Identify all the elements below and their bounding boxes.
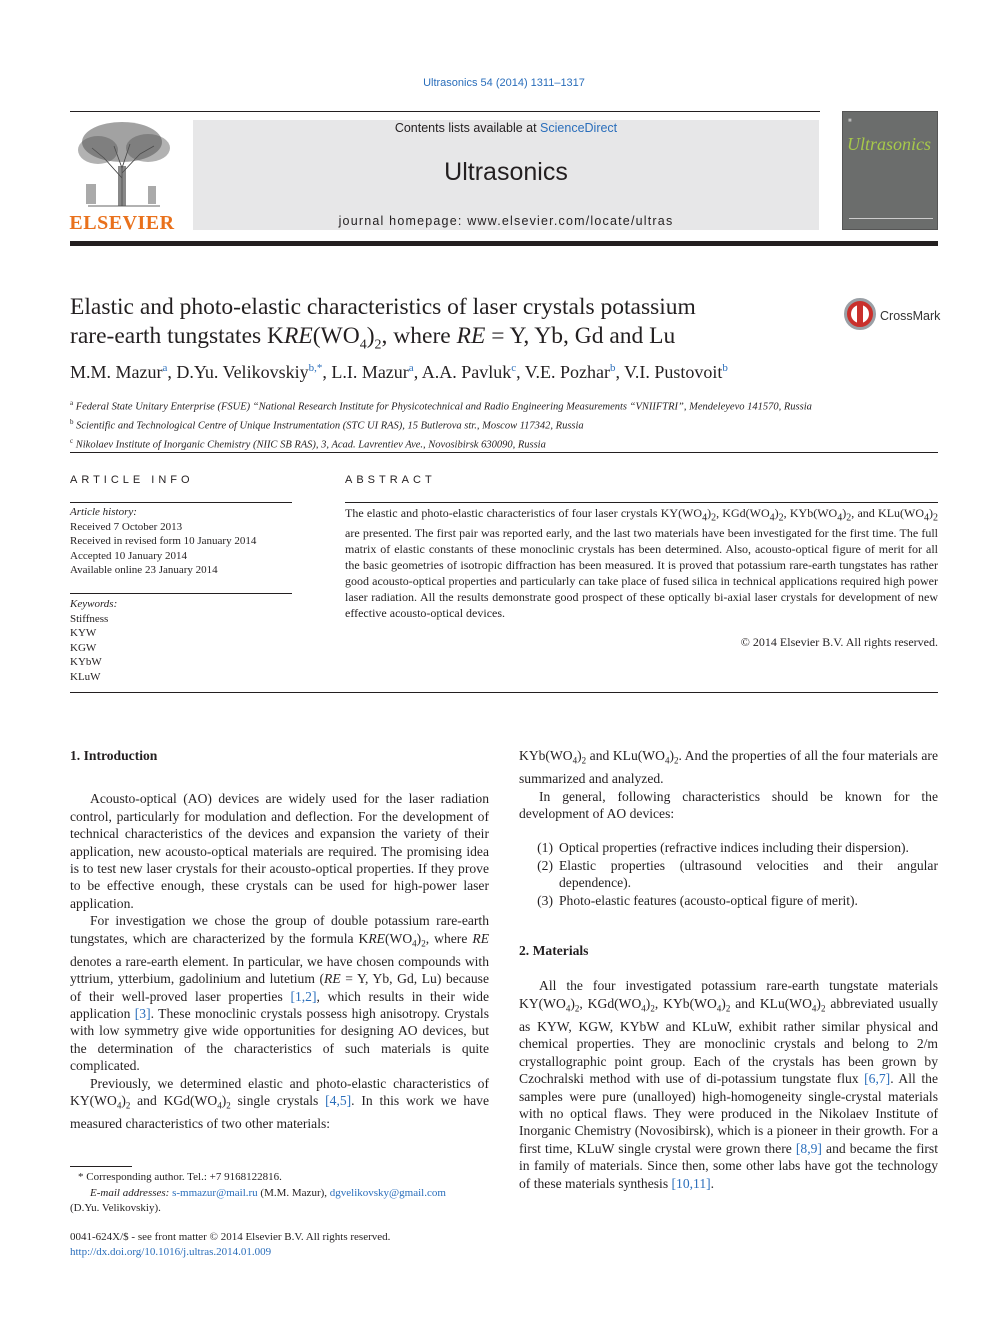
journal-cover-thumbnail[interactable] bbox=[842, 111, 938, 230]
affiliation bbox=[70, 434, 938, 453]
list-text: Elastic properties (ultrasound velocities and their angular dependence). bbox=[559, 857, 938, 891]
author-affil-sup[interactable]: a bbox=[162, 362, 168, 374]
materials-text: . bbox=[710, 1175, 715, 1191]
author-affil-sup[interactable]: a bbox=[408, 362, 414, 374]
header-top-rule bbox=[70, 111, 820, 112]
keyword: KYW bbox=[70, 627, 97, 639]
materials-text: . All the samples were pure (unalloyed) high-homogeneity single-crystal materials with no optical flaws. They were produced in the Nikolaev Institute of Inorganic Chemistry (Novosibirsk), which is a pioneer in their growth. For a first time, KLuW single crystal were grown there bbox=[519, 1071, 938, 1156]
crossmark-icon-bar bbox=[857, 302, 863, 326]
email-owner: (D.Yu. Velikovskiy). bbox=[70, 1202, 161, 1214]
elsevier-logo[interactable] bbox=[68, 118, 176, 236]
abstract-bottom-rule bbox=[70, 692, 938, 693]
journal-banner bbox=[193, 120, 819, 230]
affiliations bbox=[70, 396, 938, 453]
doi-link[interactable]: http://dx.doi.org/10.1016/j.ultras.2014.01.009 bbox=[70, 1246, 272, 1258]
affiliation-text: Scientific and Technological Centre of Unique Instrumentation (STC UI RAS), 15 Butlerova str., Moscow 117342, Russia bbox=[76, 420, 584, 432]
history-item: Received 7 October 2013 bbox=[70, 520, 183, 533]
affiliation-sup: a bbox=[70, 399, 74, 407]
affiliations-rule bbox=[70, 452, 938, 453]
list-number: (2) bbox=[537, 857, 553, 873]
right-paragraph-1: $KYb(WO_4)_2$ and $KLu(WO_4)_2$. And the properties of all the four materials are summarized and analyzed. bbox=[519, 748, 938, 787]
affiliation bbox=[70, 396, 938, 415]
introduction-heading: 1. Introduction bbox=[70, 748, 158, 763]
article-history bbox=[70, 505, 292, 578]
author-list: M.M. Mazur$^a$, D.Yu. Velikovskiy$^{b,*}$, L.I. Mazur$^a$, A.A. Pavluk$^c$, V.E. Pozhar$^b$, V.I. Pustovoit$^b$ bbox=[70, 362, 728, 382]
history-item: Accepted 10 January 2014 bbox=[70, 549, 187, 562]
elsevier-tree-icon bbox=[68, 118, 176, 210]
cover-footer-line bbox=[849, 218, 933, 219]
publication-notes bbox=[70, 1230, 490, 1260]
keywords-rule bbox=[70, 593, 292, 594]
keyword: KGW bbox=[70, 641, 97, 654]
author-affil-sup[interactable]: b bbox=[722, 362, 728, 374]
author-affil-sup[interactable]: b,* bbox=[308, 362, 323, 374]
list-item bbox=[519, 839, 938, 856]
article-info-heading: ARTICLE INFO bbox=[70, 474, 194, 486]
list-text: Photo-elastic features (acousto-optical figure of merit). bbox=[559, 892, 858, 908]
materials-paragraph: All the four investigated potassium rare-earth tungstate materials $KY(WO_4)_2$, $KGd(WO_4)_2$, $KYb(WO_4)_2$ and $KLu(WO_4)_2$ abbreviated usually as KYW, KGW, KYbW and KLuW, exhibit rather similar physical and chemical properties. They are monoclinic crystals and belong to 2/m crystallographic point group. Each of the crystals has been grown by Czochralski method with use of di-potassium tungstate flux [6,7]. All the samples were pure (unalloyed) high-homogeneity single-crystal materials with no optical flaws. They were produced in the Nikolaev Institute of Inorganic Chemistry (Novosibirsk), which is a pioneer in their growth. For a first time, KLuW single crystal were grown there [8,9] and became the first in family of materials. Since then, some other labs have got the technology of these materials synthesis [10,11]. bbox=[519, 978, 939, 1191]
copyright-notice: © 2014 Elsevier B.V. All rights reserved. bbox=[740, 635, 938, 649]
title-line-1: Elastic and photo-elastic characteristics of laser crystals potassium bbox=[70, 294, 696, 320]
author-affil-sup[interactable]: c bbox=[511, 362, 517, 374]
abstract-text: The elastic and photo-elastic characteristics of four laser crystals $KY(WO_4)_2$, $KGd(WO_4)_2$, $KYb(WO_4)_2$, and $KLu(WO_4)_2$ are presented. The first pair was reported early, and the last two materials have been investigated for the first time. The full matrix of elastic constants of these monoclinic crystals has been determined. Also, acousto-optical figure of merit for all the basic geometries of isotropic diffraction has been measured. It is proved that potassium rare-earth tungstates has rather good acousto-optical properties and particularly can take place of fused silica in technical applications required high power laser radiation. All the results demonstrate good prospect of these optically bi-axial laser crystals for development of new effective acousto-optical devices. bbox=[345, 506, 939, 620]
history-label: Article history: bbox=[70, 506, 137, 518]
abstract-rule bbox=[345, 502, 938, 503]
email-note bbox=[70, 1186, 490, 1202]
title-line-2: rare-earth tungstates $KRE(WO_4)_2$, where RE = Y, Yb, Gd and Lu bbox=[70, 323, 676, 353]
keyword: KLuW bbox=[70, 670, 101, 683]
list-number: (1) bbox=[537, 840, 553, 856]
sciencedirect-link[interactable]: ScienceDirect bbox=[540, 121, 618, 135]
footnote-rule bbox=[70, 1166, 132, 1167]
reference-link[interactable]: [4,5] bbox=[325, 1093, 352, 1109]
list-item bbox=[519, 892, 938, 909]
intro-paragraph-1: Acousto-optical (AO) devices are widely used for the laser radiation control, particularly for modulation and deflection. For the development of technical characteristics of the devices and expansion the variety of their application, new acousto-optical materials are required. The promising idea is to test new laser crystals for their acousto-optical properties. If they prove to be effective enough, these crystals can be used for high-power laser application. bbox=[70, 791, 489, 911]
reference-link[interactable]: [3] bbox=[134, 1006, 151, 1021]
affiliation bbox=[70, 415, 938, 434]
reference-link[interactable]: [8,9] bbox=[795, 1140, 822, 1156]
keyword: Stiffness bbox=[70, 612, 109, 625]
reference-link[interactable]: [10,11] bbox=[671, 1175, 711, 1191]
journal-citation[interactable]: Ultrasonics 54 (2014) 1311–1317 bbox=[423, 77, 585, 89]
keywords bbox=[70, 597, 292, 684]
intro-paragraph-2: For investigation we chose the group of double potassium rare-earth tungstates, which are characterized by the formula $KRE(WO_4)_2$, where RE denotes a rare-earth element. In particular, we have chosen compounds with yttrium, ytterbium, gadolinium and lutetium (RE = Y, Yb, Gd, Lu) because of their well-proved laser properties [1,2], which results in their wide application [3]. These monoclinic crystals possess high anisotropy. Crystals with low symmetry give wide opportunities for designing AO devices, but the determination of the characteristics of such materials is quite complicated. bbox=[70, 913, 490, 1074]
abstract-heading: ABSTRACT bbox=[345, 474, 436, 486]
contents-prefix: Contents lists available at bbox=[394, 121, 541, 135]
journal-name[interactable]: Ultrasonics bbox=[444, 158, 568, 186]
author[interactable]: D.Yu. Velikovskiy bbox=[176, 362, 309, 382]
affiliation-sup: b bbox=[70, 418, 74, 426]
email-link[interactable]: dgvelikovsky@gmail.com bbox=[329, 1186, 446, 1199]
article-info-rule bbox=[70, 502, 292, 503]
author[interactable]: L.I. Mazur bbox=[331, 362, 409, 382]
author[interactable]: A.A. Pavluk bbox=[421, 362, 512, 382]
article-title bbox=[70, 293, 830, 360]
crossmark-label: CrossMark bbox=[880, 309, 941, 323]
footnotes bbox=[70, 1170, 490, 1217]
cover-publisher-mark: ■ bbox=[848, 118, 852, 124]
materials-text: and became the first in family of materials. Since then, some other labs have got the technology of these materials synthesis bbox=[519, 1140, 939, 1191]
list-text: Optical properties (refractive indices including their dispersion). bbox=[559, 840, 909, 856]
history-item: Available online 23 January 2014 bbox=[70, 564, 218, 576]
reference-link[interactable]: [6,7] bbox=[864, 1071, 891, 1087]
email-label: E-mail addresses: bbox=[90, 1186, 170, 1199]
journal-homepage[interactable]: journal homepage: www.elsevier.com/locate/ultras bbox=[338, 214, 674, 228]
affiliation-text: Federal State Unitary Enterprise (FSUE) “National Research Institute for Physicotechnical and Radio Engineering Measurements “VNIIFTRI”, Mendeleyevo 141570, Russia bbox=[75, 401, 812, 413]
author-affil-sup[interactable]: b bbox=[609, 362, 616, 374]
crossmark-badge[interactable] bbox=[842, 296, 942, 336]
author[interactable]: M.M. Mazur bbox=[70, 362, 163, 382]
cover-title: Ultrasonics bbox=[847, 134, 932, 154]
intro-paragraph-3: Previously, we determined elastic and photo-elastic characteristics of $KY(WO_4)_2$ and $KGd(WO_4)_2$ single crystals [4,5]. In this work we have measured characteristics of two other materials: bbox=[70, 1075, 489, 1132]
keywords-label: Keywords: bbox=[70, 598, 118, 610]
elsevier-wordmark: ELSEVIER bbox=[69, 212, 175, 234]
materials-heading: 2. Materials bbox=[519, 942, 589, 958]
affiliation-sup: c bbox=[70, 437, 74, 445]
affiliation-text: Nikolaev Institute of Inorganic Chemistry (NIIC SB RAS), 3, Acad. Lavrentiev Ave., Novosibirsk 630090, Russia bbox=[75, 439, 546, 451]
author[interactable]: V.I. Pustovoit bbox=[624, 362, 723, 382]
list-item bbox=[519, 857, 938, 892]
intro-paragraph-3-tail: . In this work we have measured characteristics of two other materials: bbox=[70, 1093, 489, 1132]
corresponding-author-note: * Corresponding author. Tel.: +7 9168122816. bbox=[78, 1171, 282, 1183]
keyword: KYbW bbox=[70, 656, 102, 668]
left-column bbox=[70, 747, 489, 1133]
right-column bbox=[519, 747, 938, 1192]
email-owner: (M.M. Mazur), bbox=[260, 1186, 328, 1199]
reference-link[interactable]: [1,2] bbox=[290, 988, 317, 1004]
email-link[interactable]: s-mmazur@mail.ru bbox=[172, 1186, 258, 1199]
header-thick-rule bbox=[70, 241, 938, 246]
right-paragraph-2: In general, following characteristics should be known for the development of AO devices: bbox=[519, 788, 938, 821]
contents-line bbox=[193, 121, 819, 135]
list-number: (3) bbox=[537, 892, 553, 908]
history-item: Received in revised form 10 January 2014 bbox=[70, 535, 257, 547]
issn-note: 0041-624X/$ - see front matter © 2014 Elsevier B.V. All rights reserved. bbox=[70, 1231, 391, 1243]
author[interactable]: V.E. Pozhar bbox=[524, 362, 610, 382]
intro-paragraph-2-tail: . These monoclinic crystals possess high anisotropy. Crystals with low symmetry give wide opportunities for designing AO devices, but the determination of the characteristics of such materials is quite complicated. bbox=[70, 1006, 490, 1074]
